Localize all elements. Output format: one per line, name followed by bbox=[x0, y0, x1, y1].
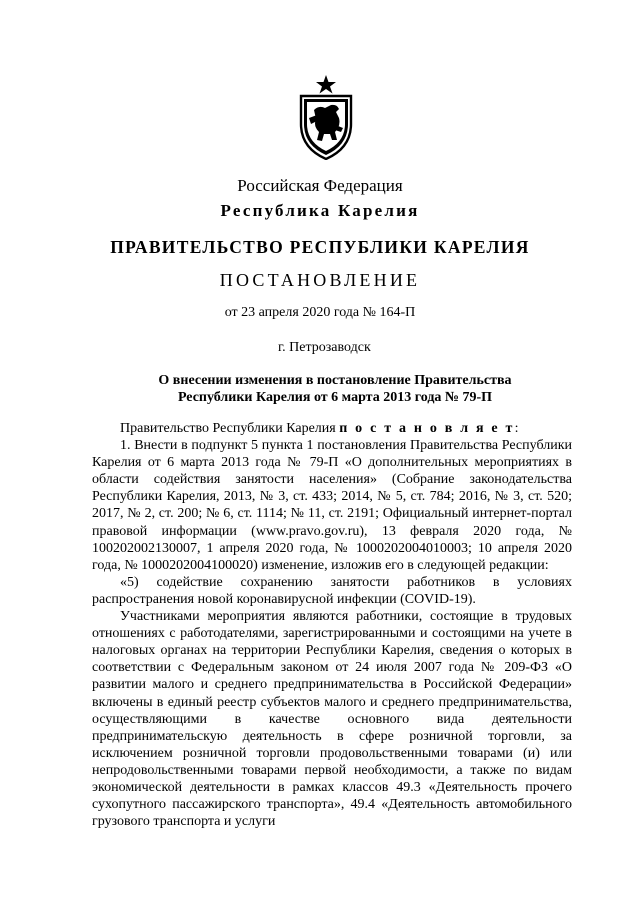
intro-prefix: Правительство Республики Карелия bbox=[120, 421, 340, 436]
title-line-1: О внесении изменения в постановление Правительства bbox=[158, 373, 512, 388]
city-name: г. Петрозаводск bbox=[278, 340, 371, 355]
document-body bbox=[92, 420, 572, 830]
government-name: ПРАВИТЕЛЬСТВО РЕСПУБЛИКИ КАРЕЛИЯ bbox=[110, 237, 530, 257]
document-type: ПОСТАНОВЛЕНИЕ bbox=[219, 270, 421, 290]
republic-name: Республика Карелия bbox=[220, 201, 420, 220]
paragraph-1: 1. Внести в подпункт 5 пункта 1 постановления Правительства Республики Карелия от 6 марта 2013 года № 79-П «О дополнительных мероприятиях в области содействия занятости населения» (Собрание законодательства Республики Карелия, 2013, № 3, ст. 433; 2014, № 5, ст. 784; 2016, № 3, ст. 520; 2017, № 2, ст. 200; № 6, ст. 1114; № 11, ст. 2191; Официальный интернет-портал правовой информации (www.pravo.gov.ru), 13 февраля 2020 года, № 100202002130007, 1 апреля 2020 года, № 1000202004010003; 10 апреля 2020 года, № 1000202004100020) изменение, изложив его в следующей редакции: bbox=[92, 438, 572, 573]
intro-suffix: : bbox=[514, 421, 519, 436]
paragraph-3: Участниками мероприятия являются работники, состоящие в трудовых отношениях с работодателями, зарегистрированными и состоящими на учете в налоговых органах на территории Республики Карелия, сведения о которых в соответствии с Федеральным законом от 24 июля 2007 года № 209-ФЗ «О развитии малого и среднего предпринимательства в Российской Федерации» включены в единый реестр субъектов малого и среднего предпринимательства, осуществляющими в качестве основного вида деятельности предпринимательскую деятельность в сфере розничной торговли, за исключением розничной торговли продовольственными товарами (и) или непродовольственными товарами первой необходимости, а также по видам экономической деятельности в рамках классов 49.3 «Деятельность прочего сухопутного пассажирского транспорта», 49.4 «Деятельность автомобильного грузового транспорта и услуги bbox=[92, 609, 572, 830]
date-line: от 23 апреля 2020 года № 164-П bbox=[224, 305, 416, 320]
title-line-2: Республики Карелия от 6 марта 2013 года № 79-П bbox=[177, 390, 493, 405]
intro-paragraph bbox=[92, 420, 572, 437]
intro-resolves: п о с т а н о в л я е т bbox=[339, 421, 515, 436]
karelia-coat-of-arms-icon bbox=[297, 74, 355, 160]
country-name: Российская Федерация bbox=[237, 176, 403, 195]
paragraph-2: «5) содействие сохранению занятости работников в условиях распространения новой коронавирусной инфекции (COVID-19). bbox=[92, 574, 572, 607]
document-title bbox=[92, 372, 578, 406]
